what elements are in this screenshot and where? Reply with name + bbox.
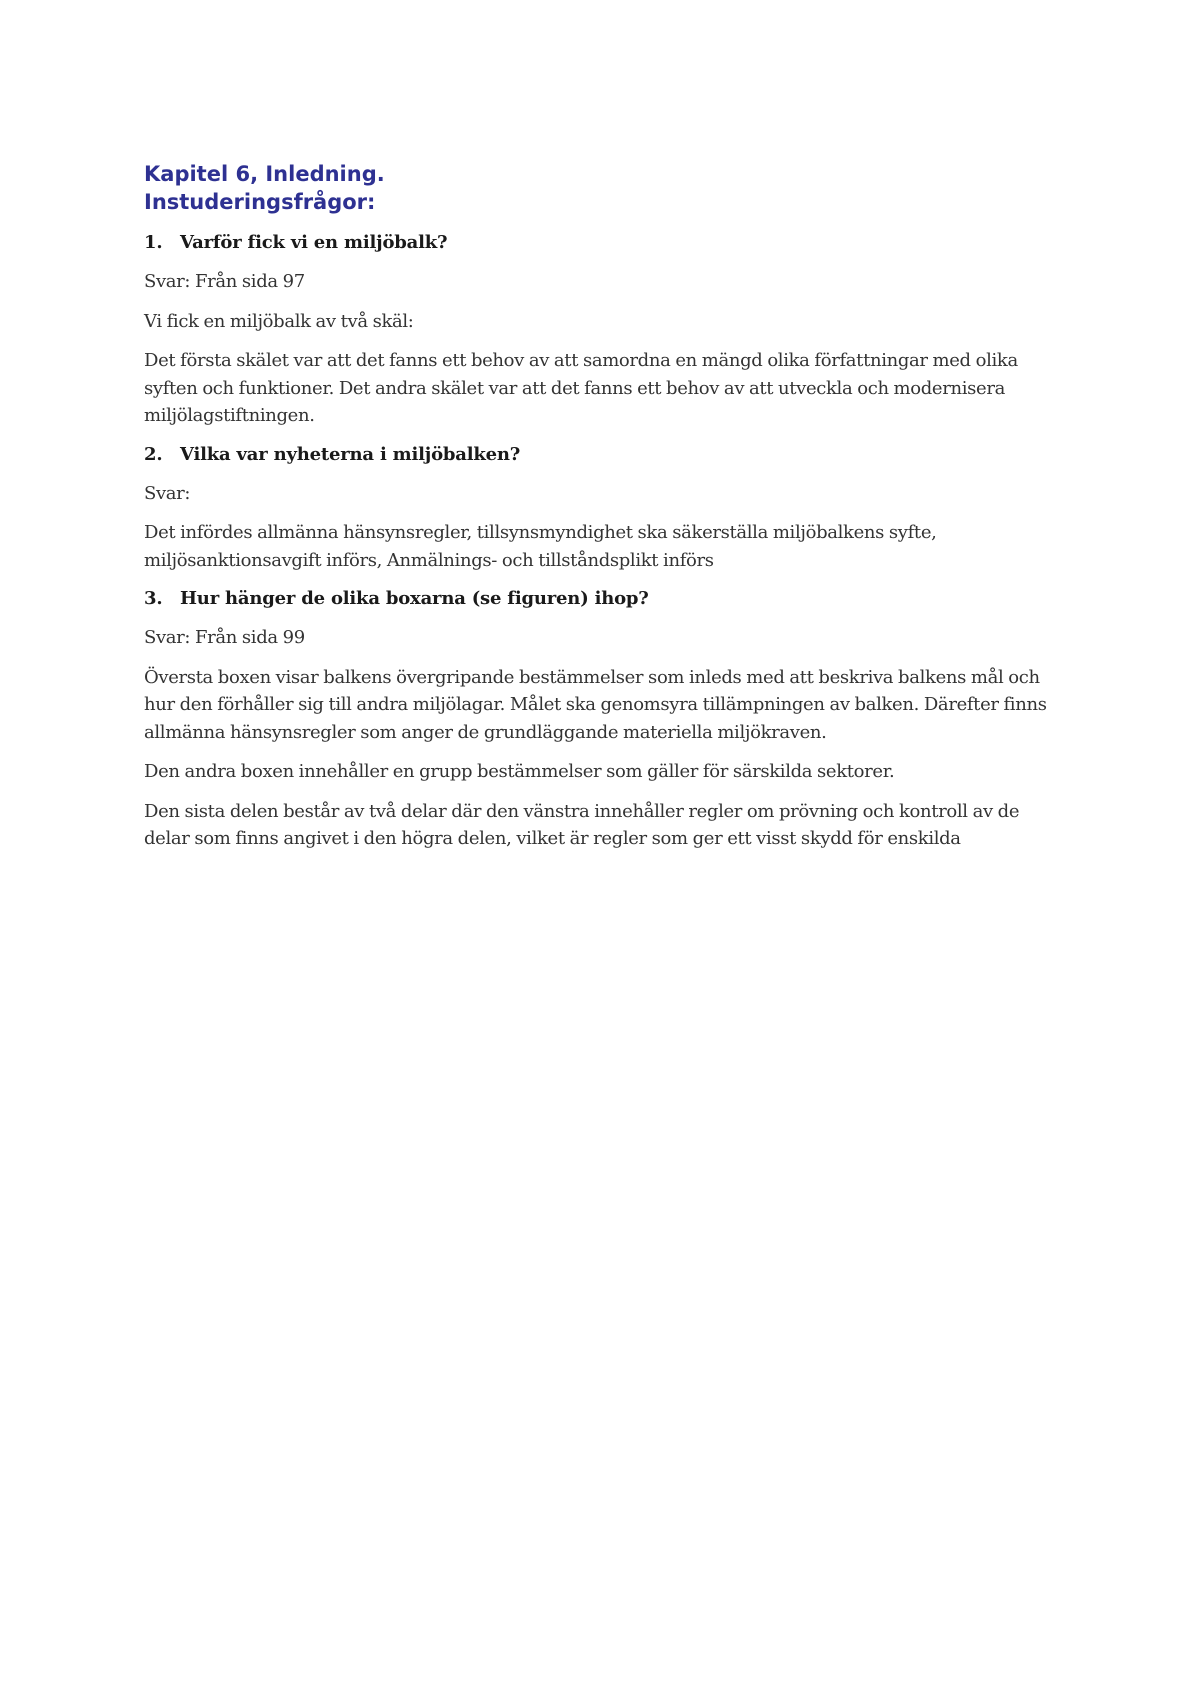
document-body — [144, 160, 1064, 865]
answer-paragraph: Den sista delen består av två delar där den vänstra innehåller regler om prövning och kontroll av de delar som finns angivet i den högra delen, vilket är regler som ger ett visst skydd för enskilda — [144, 800, 1020, 849]
answer-paragraph: Den andra boxen innehåller en grupp bestämmelser som gäller för särskilda sektorer. — [144, 761, 895, 782]
answer-paragraph: Översta boxen visar balkens övergripande bestämmelser som inleds med att beskriva balkens mål och hur den förhåller sig till andra miljölagar. Målet ska genomsyra tillämpningen av balken. Därefter finns allmänna hänsynsregler som anger de grundläggande materiella miljökraven. — [144, 666, 1047, 743]
answer-paragraph: Det infördes allmänna hänsynsregler, tillsynsmyndighet ska säkerställa miljöbalkens syfte, miljösanktionsavgift införs, Anmälnings- och tillståndsplikt införs — [144, 522, 937, 571]
answer-paragraph: Vi fick en miljöbalk av två skäl: — [144, 310, 414, 332]
question-heading — [144, 230, 1064, 256]
answer-label: Svar: Från sida 99 — [144, 627, 305, 648]
document-title — [144, 160, 1064, 216]
question-heading — [144, 586, 1064, 612]
question-heading — [144, 442, 1064, 468]
title-line-1: Kapitel 6, Inledning. — [144, 162, 385, 186]
question-text: Vilka var nyheterna i miljöbalken? — [180, 443, 521, 465]
answer-label: Svar: — [144, 482, 191, 504]
answer-paragraph: Det första skälet var att det fanns ett behov av att samordna en mängd olika författningar med olika syften och funktioner. Det andra skälet var att det fanns ett behov av att utveckla och modernisera miljölagstiftningen. — [144, 350, 1018, 426]
answer-label: Svar: Från sida 97 — [144, 271, 305, 292]
question-number: 2. — [144, 443, 163, 465]
question-text: Hur hänger de olika boxarna (se figuren) ihop? — [180, 588, 649, 609]
title-line-2: Instuderingsfrågor: — [144, 190, 376, 214]
question-number: 1. — [144, 232, 163, 253]
question-text: Varför fick vi en miljöbalk? — [180, 232, 448, 253]
question-number: 3. — [144, 588, 163, 609]
